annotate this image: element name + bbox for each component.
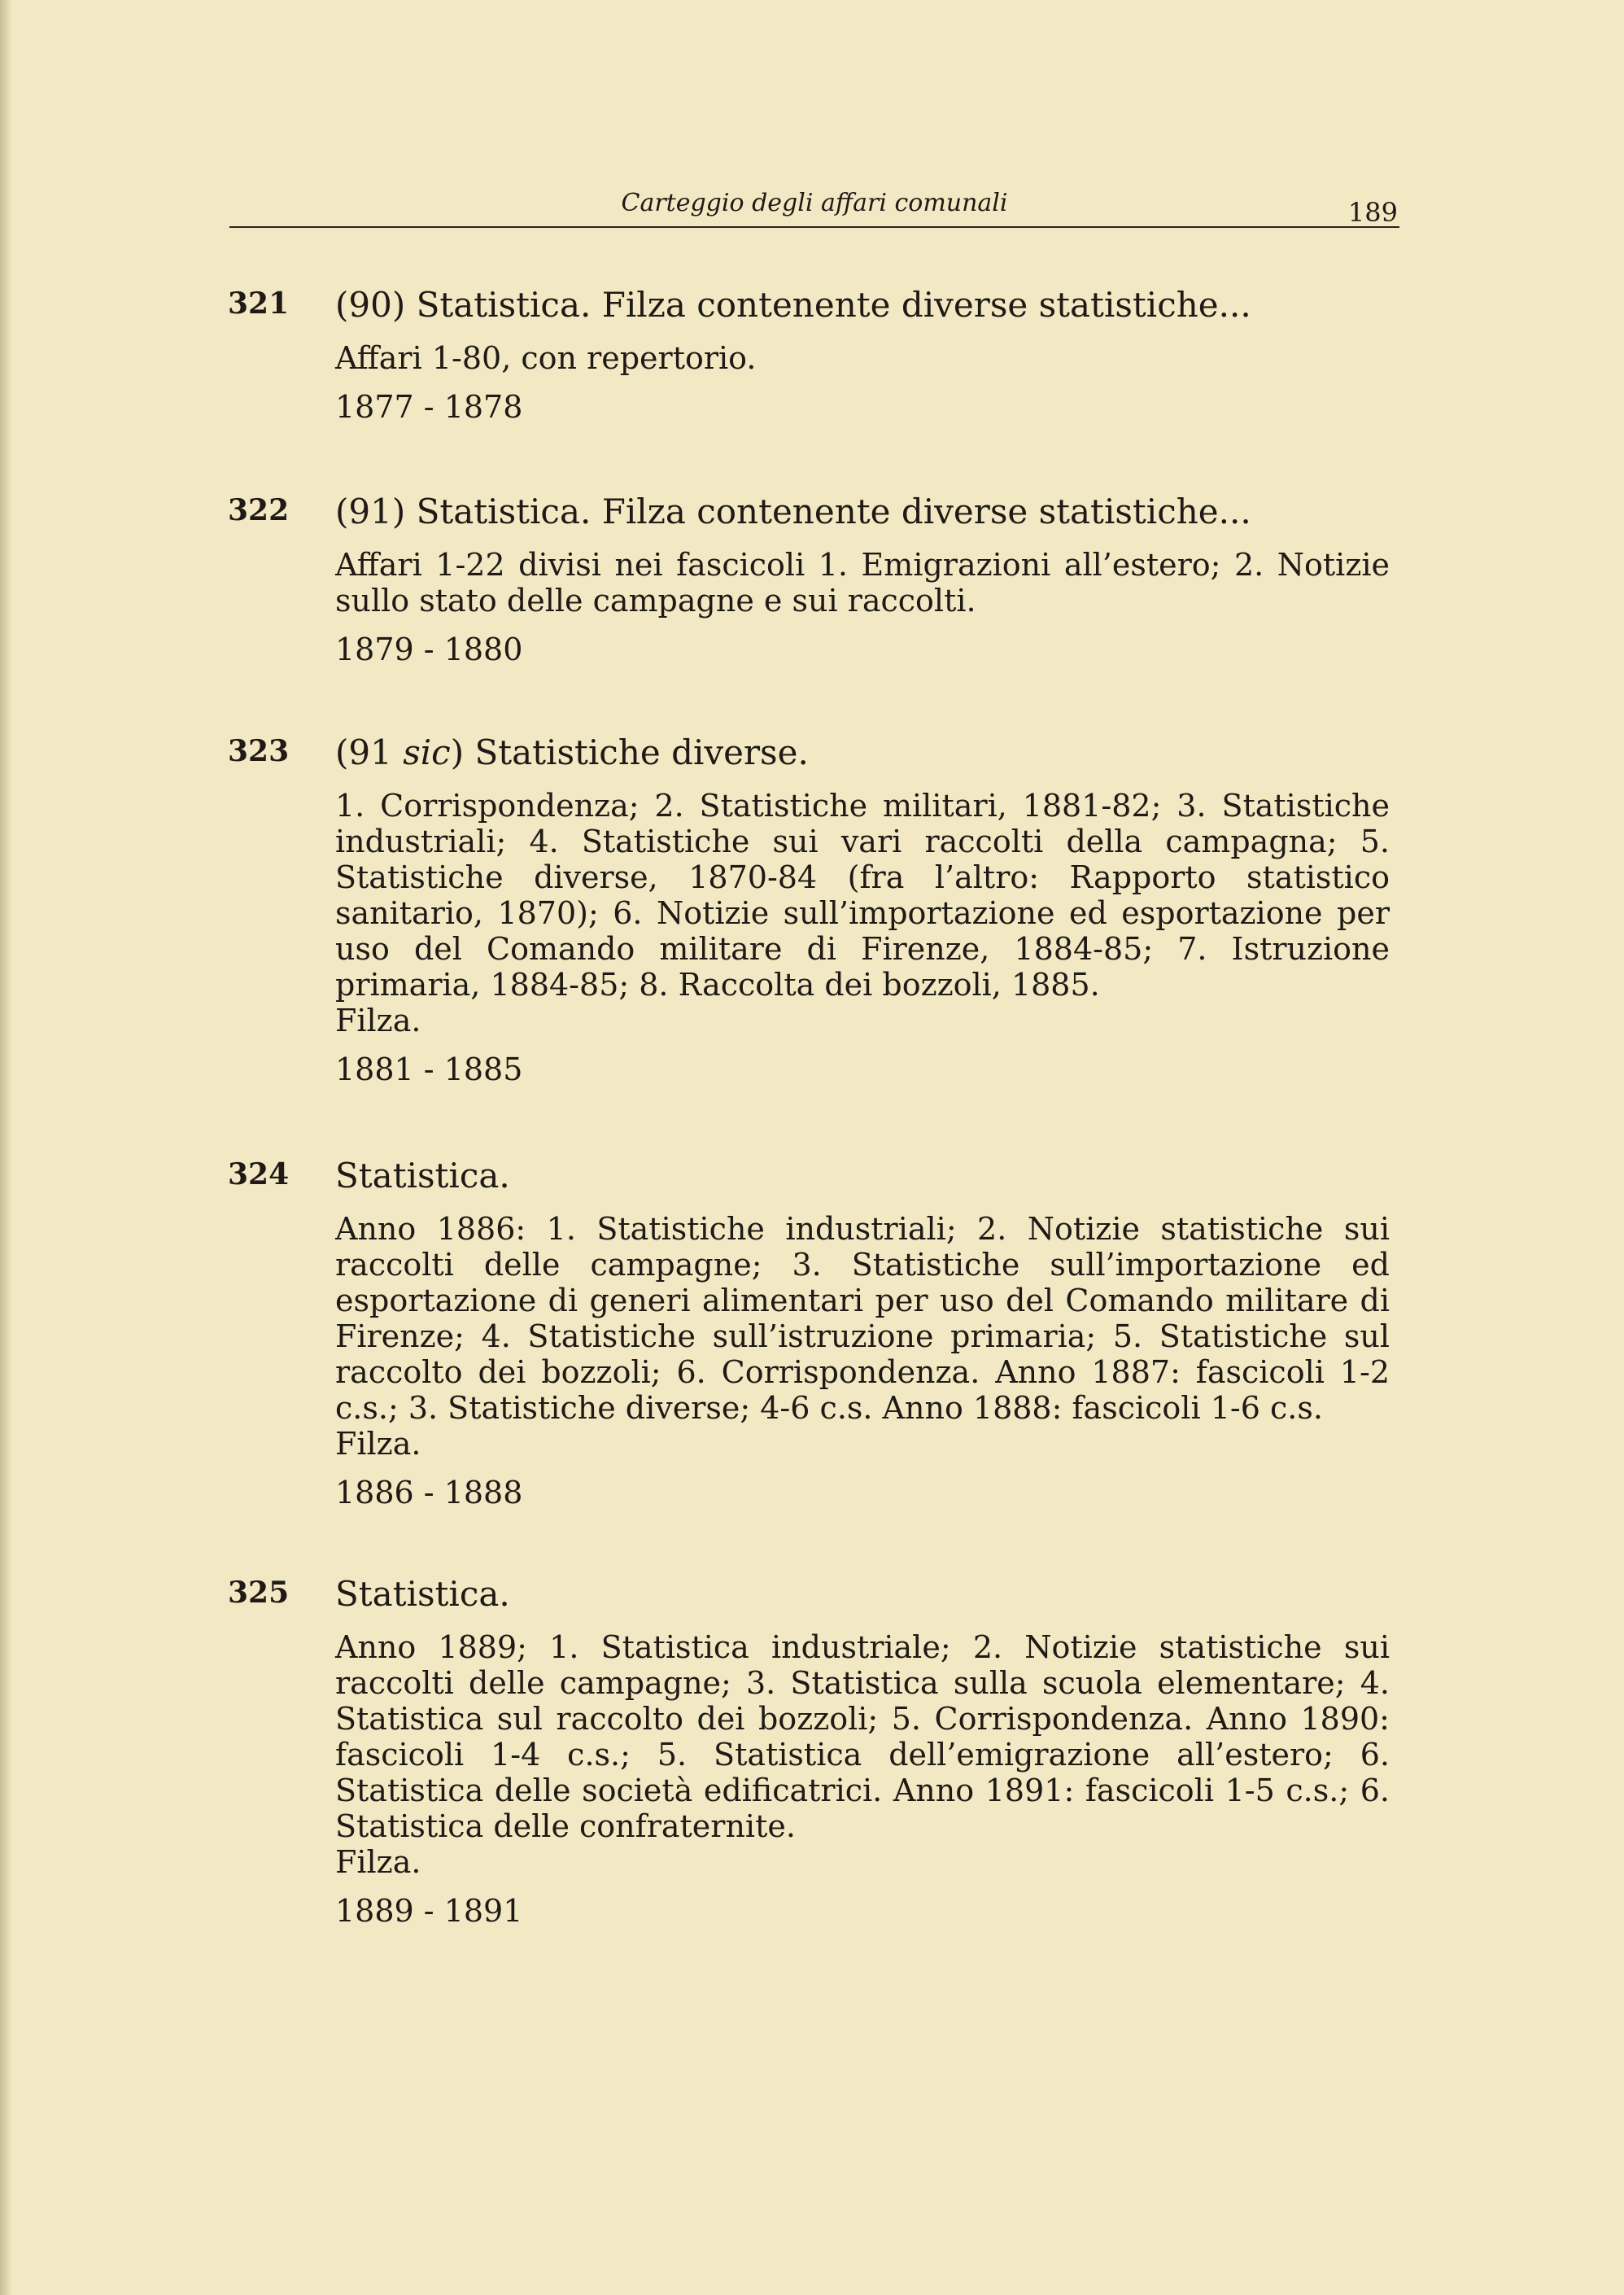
entry-number: 321 [228, 286, 290, 321]
entry-number: 325 [228, 1576, 290, 1610]
entry-dates: 1879 - 1880 [335, 632, 523, 667]
entry-dates: 1881 - 1885 [335, 1051, 523, 1087]
page-header [229, 186, 1399, 228]
entry-dates: 1889 - 1891 [335, 1893, 523, 1929]
entry-title: Statistica. [335, 1156, 510, 1196]
entry-title: (91) Statistica. Filza contenente diverse statistiche... [335, 492, 1251, 531]
entry-format: Filza. [335, 1844, 421, 1880]
entry-body [335, 340, 1390, 425]
entry-body [335, 1629, 1390, 1929]
entry-title [335, 732, 809, 772]
entry-description: 1. Corrispondenza; 2. Statistiche militari, 1881-82; 3. Statistiche industriali; 4. Statistiche sui vari raccolti della campagna; 5. Statistiche diverse, 1870-84 (fra l’altro: Rapporto statistico sanitario, 1870); 6. Notizie sull’importazione ed esportazione per uso del Comando militare di Firenze, 1884-85; 7. Istruzione primaria, 1884-85; 8. Raccolta dei bozzoli, 1885. [335, 788, 1390, 1003]
page-number: 189 [1347, 197, 1398, 228]
entry-body [335, 788, 1390, 1087]
entry-title-pre: (91 [335, 732, 404, 772]
entry-body [335, 1211, 1390, 1510]
entry-body [335, 547, 1390, 667]
entry-title: (90) Statistica. Filza contenente diverse statistiche... [335, 285, 1251, 325]
entry-number: 324 [228, 1157, 290, 1191]
entry-title-sic: sic [403, 732, 451, 772]
entry-number: 322 [228, 493, 290, 527]
entry-title-post: ) Statistiche diverse. [450, 732, 809, 772]
entry-number: 323 [228, 734, 290, 768]
entry-title: Statistica. [335, 1574, 510, 1614]
entry-description: Anno 1889; 1. Statistica industriale; 2. Notizie statistiche sui raccolti delle campagne; 3. Statistica sulla scuola elementare; 4. Statistica sul raccolto dei bozzoli; 5. Corrispondenza. Anno 1890: fascicoli 1-4 c.s.; 5. Statistica dell’emigrazione all’estero; 6. Statistica delle società edificatrici. Anno 1891: fascicoli 1-5 c.s.; 6. Statistica delle confraternite. [335, 1629, 1390, 1844]
entry-format: Filza. [335, 1003, 421, 1038]
entry-dates: 1886 - 1888 [335, 1475, 523, 1510]
entry-format: Filza. [335, 1426, 421, 1462]
entry-dates: 1877 - 1878 [335, 389, 523, 425]
entry-description: Anno 1886: 1. Statistiche industriali; 2. Notizie statistiche sui raccolti delle campagne; 3. Statistiche sull’importazione ed esportazione di generi alimentari per uso del Comando militare di Firenze; 4. Statistiche sull’istruzione primaria; 5. Statistiche sul raccolto dei bozzoli; 6. Corrispondenza. Anno 1887: fascicoli 1-2 c.s.; 3. Statistiche diverse; 4-6 c.s. Anno 1888: fascicoli 1-6 c.s. [335, 1211, 1390, 1426]
entry-description: Affari 1-80, con repertorio. [335, 340, 757, 376]
entry-description: Affari 1-22 divisi nei fascicoli 1. Emigrazioni all’estero; 2. Notizie sullo stato delle campagne e sui raccolti. [335, 547, 1390, 619]
page-edge [0, 0, 11, 2295]
running-title: Carteggio degli affari comunali [621, 189, 1008, 217]
